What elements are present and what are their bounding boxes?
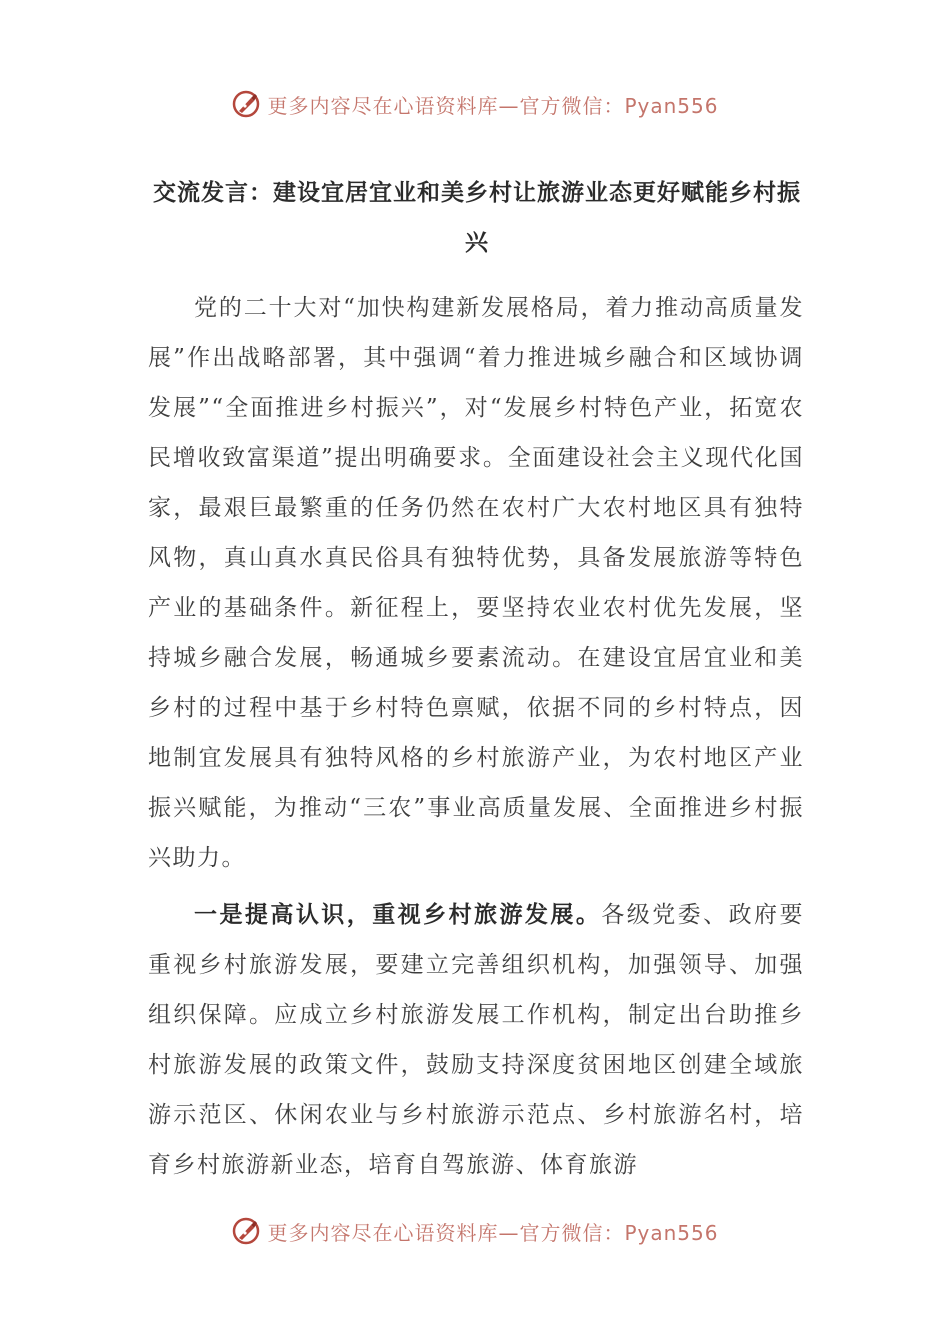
document-title: 交流发言：建设宜居宜业和美乡村让旅游业态更好赋能乡村振兴 <box>153 180 801 256</box>
paragraph-body: 各级党委、政府要重视乡村旅游发展，要建立完善组织机构，加强领导、加强组织保障。应成立乡村旅游发展工作机构，制定出台助推乡村旅游发展的政策文件，鼓励支持深度贫困地区创建全域旅游示范区、休闲农业与乡村旅游示范点、乡村旅游名村，培育乡村旅游新业态，培育自驾旅游、体育旅游 <box>148 902 805 1178</box>
footer-watermark <box>0 1211 950 1251</box>
pen-nib-logo-icon <box>231 1216 261 1246</box>
paragraph-point-one <box>148 890 804 1190</box>
paragraph-lead: 一是提高认识，重视乡村旅游发展。 <box>194 902 602 928</box>
watermark-text: 更多内容尽在心语资料库—官方微信：Pyan556 <box>267 93 719 118</box>
paragraph-intro: 党的二十大对“加快构建新发展格局，着力推动高质量发展”作出战略部署，其中强调“着力推进城乡融合和区域协调发展”“全面推进乡村振兴”，对“发展乡村特色产业，拓宽农民增收致富渠道”提出明确要求。全面建设社会主义现代化国家，最艰巨最繁重的任务仍然在农村广大农村地区具有独特风物，真山真水真民俗具有独特优势，具备发展旅游等特色产业的基础条件。新征程上，要坚持农业农村优先发展，坚持城乡融合发展，畅通城乡要素流动。在建设宜居宜业和美乡村的过程中基于乡村特色禀赋，依据不同的乡村特点，因地制宜发展具有独特风格的乡村旅游产业，为农村地区产业振兴赋能，为推动“三农”事业高质量发展、全面推进乡村振兴助力。 <box>148 295 804 871</box>
pen-nib-logo-icon <box>231 89 261 119</box>
watermark-text: 更多内容尽在心语资料库—官方微信：Pyan556 <box>267 1220 719 1245</box>
header-watermark <box>0 84 950 124</box>
